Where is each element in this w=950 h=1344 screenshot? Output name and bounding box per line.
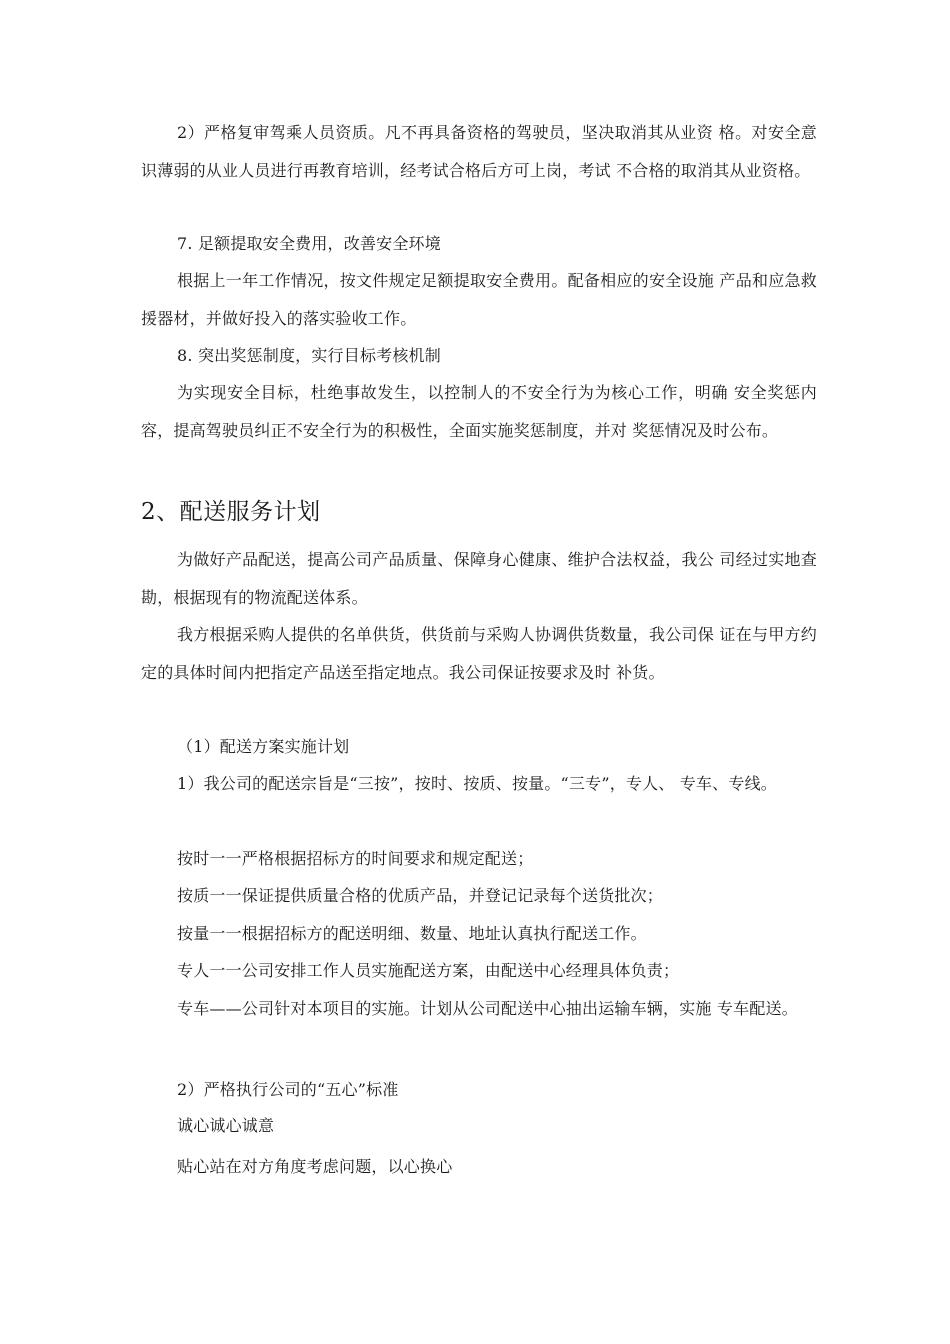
paragraph-on-quality: 按质一一保证提供质量合格的优质产品，并登记记录每个送货批次； bbox=[177, 886, 664, 905]
paragraph-considerate: 贴心站在对方角度考虑问题，以心换心 bbox=[177, 1157, 453, 1176]
paragraph-driver-qualification: 2）严格复审驾乘人员资质。凡不再具备资格的驾驶员，坚决取消其从业资 格。对安全意识薄弱的从业人员进行再教育培训，经考试合格后方可上岗，考试 不合格的取消其从业资格。 bbox=[141, 123, 817, 180]
paragraph-delivery-intro: 为做好产品配送，提高公司产品质量、保障身心健康、维护合法权益，我公 司经过实地查勘，根据现有的物流配送体系。 bbox=[141, 550, 817, 607]
paragraph-delivery-tenet: 1）我公司的配送宗旨是“三按”，按时、按质、按量。“三专”，专人、 专车、专线。 bbox=[177, 774, 777, 793]
paragraph-five-hearts-title: 2）严格执行公司的“五心”标准 bbox=[177, 1080, 399, 1099]
paragraph-heading-rewards: 8. 突出奖惩制度，实行目标考核机制 bbox=[177, 346, 441, 365]
paragraph-on-quantity: 按量一一根据招标方的配送明细、数量、地址认真执行配送工作。 bbox=[177, 924, 647, 943]
paragraph-on-time: 按时一一严格根据招标方的时间要求和规定配送； bbox=[177, 849, 534, 868]
paragraph-supply-guarantee: 我方根据采购人提供的名单供货，供货前与采购人协调供货数量，我公司保 证在与甲方约定的具体时间内把指定产品送至指定地点。我公司保证按要求及时 补货。 bbox=[141, 625, 817, 682]
section-heading-delivery-plan: 2、配送服务计划 bbox=[141, 499, 321, 525]
paragraph-heading-safety-fees: 7. 足额提取安全费用，改善安全环境 bbox=[177, 234, 441, 253]
paragraph-safety-fees: 根据上一年工作情况，按文件规定足额提取安全费用。配备相应的安全设施 产品和应急救援器材，并做好投入的落实验收工作。 bbox=[141, 271, 817, 328]
paragraph-rewards: 为实现安全目标，杜绝事故发生，以控制人的不安全行为为核心工作，明确 安全奖惩内容，提高驾驶员纠正不安全行为的积极性，全面实施奖惩制度，并对 奖惩情况及时公布。 bbox=[141, 383, 817, 440]
paragraph-dedicated-staff: 专人一一公司安排工作人员实施配送方案，由配送中心经理具体负责； bbox=[177, 961, 680, 980]
paragraph-dedicated-vehicle: 专车——公司针对本项目的实施。计划从公司配送中心抽出运输车辆，实施 专车配送。 bbox=[177, 999, 798, 1018]
paragraph-sincerity: 诚心诚心诚意 bbox=[177, 1116, 275, 1135]
paragraph-plan-title: （1）配送方案实施计划 bbox=[177, 737, 350, 756]
